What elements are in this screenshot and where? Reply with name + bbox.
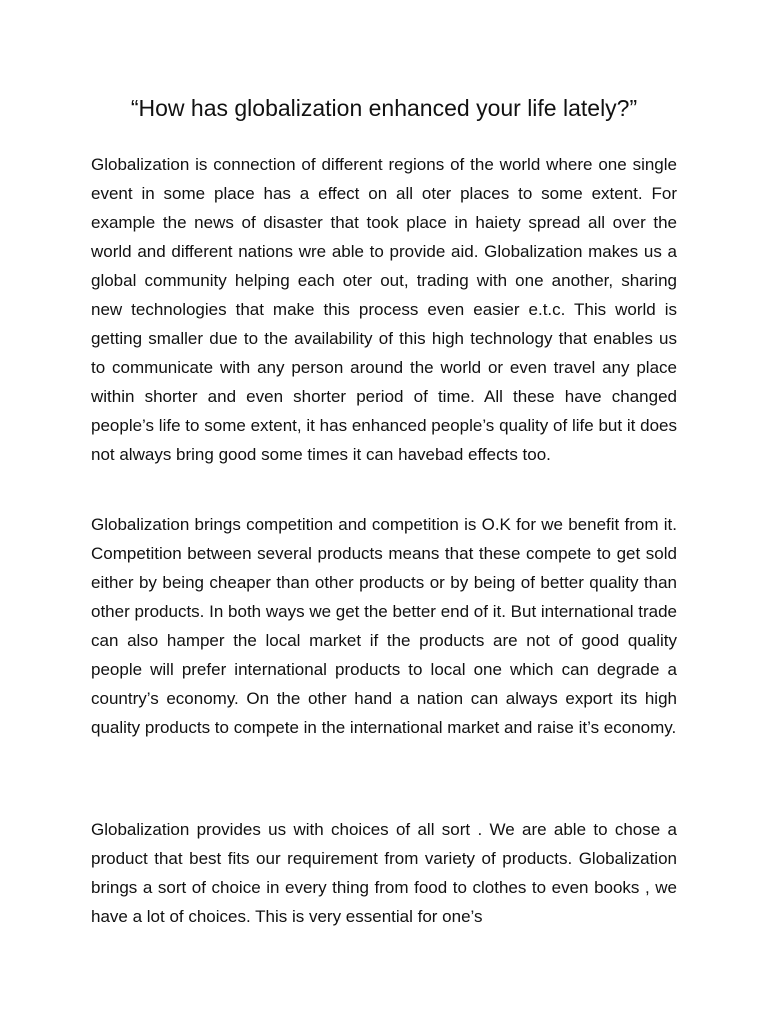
paragraph-1: Globalization is connection of different regions of the world where one single event in some place has a effect on all oter places to some extent. For example the news of disaster that took place in haiety spread all over the world and different nations wre able to provide aid. Globalization makes us a global community helping each oter out, trading with one another, sharing new technologies that make this process even easier e.t.c. This world is getting smaller due to the availability of this high technology that enables us to communicate with any person around the world or even travel any place within shorter and even shorter period of time. All these have changed people’s life to some extent, it has enhanced people’s quality of life but it does not always bring good some times it can havebad effects too. (91, 155, 677, 464)
paragraph-2: Globalization brings competition and competition is O.K for we benefit from it. Competition between several products means that these compete to get sold either by being cheaper than other products or by being of better quality than other products. In both ways we get the better end of it. But international trade can also hamper the local market if the products are not of good quality people will prefer international products to local one which can degrade a country’s economy. On the other hand a nation can always export its high quality products to compete in the international market and raise it’s economy. (91, 515, 677, 737)
document-title: “How has globalization enhanced your life lately?” (130, 95, 638, 121)
paragraph-3: Globalization provides us with choices of all sort . We are able to chose a product that best fits our requirement from variety of products. Globalization brings a sort of choice in every thing from food to clothes to even books , we have a lot of choices. This is very essential for one’s (91, 820, 677, 926)
